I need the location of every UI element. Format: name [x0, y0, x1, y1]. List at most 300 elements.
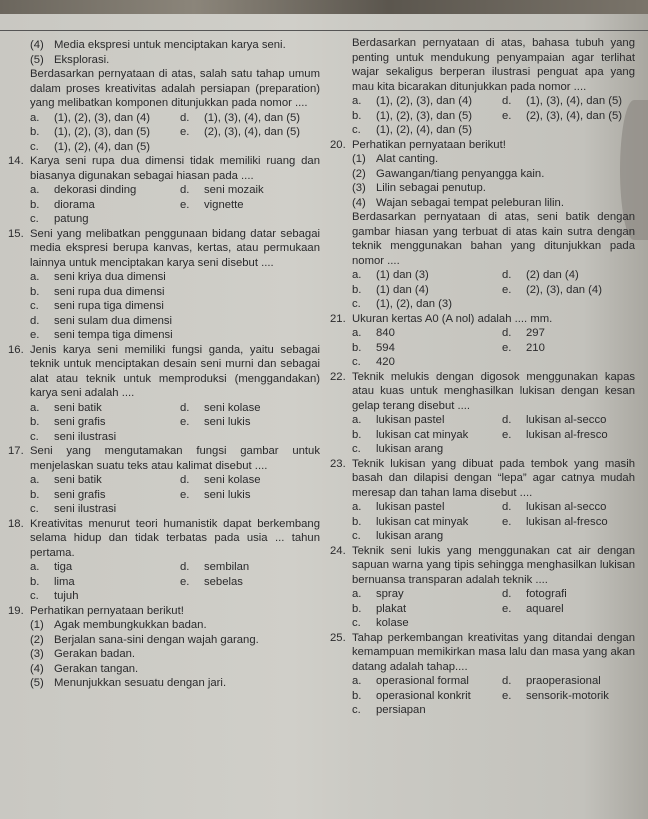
- answer-option[interactable]: [30, 502, 180, 517]
- option-text: persiapan: [376, 704, 426, 716]
- option-letter: e.: [502, 602, 512, 615]
- answer-option[interactable]: [502, 689, 635, 704]
- statement-text: Wajan sebagai tempat peleburan lilin.: [376, 196, 564, 209]
- option-text: lukisan al-secco: [526, 414, 607, 426]
- statement-text: Gawangan/tiang penyangga kain.: [376, 167, 545, 180]
- option-letter: a.: [30, 561, 40, 573]
- option-text: (2), (3), (4), dan (5): [526, 109, 623, 122]
- statement-text: Eksplorasi.: [54, 53, 110, 66]
- option-letter: e.: [180, 416, 190, 428]
- option-text: seni ilustrasi: [54, 430, 117, 443]
- option-text: 210: [526, 341, 545, 354]
- question-stem: [330, 457, 635, 501]
- option-text: lukisan arang: [376, 443, 444, 455]
- statement-item: [30, 53, 320, 68]
- question-number: 19.: [8, 604, 24, 617]
- question: [330, 138, 635, 312]
- option-text: (1), (2), (4), dan (5): [54, 140, 151, 153]
- option-letter: c.: [30, 213, 39, 225]
- option-text: lukisan pastel: [376, 414, 445, 426]
- option-text: seni batik: [54, 474, 102, 486]
- question-text: Teknik melukis dengan digosok menggunakan kapas atau kuas untuk menghasilkan lukisan dengan kesan gelap terang disebut ....: [352, 370, 635, 412]
- answer-options: [330, 500, 635, 544]
- answer-option[interactable]: [180, 560, 320, 575]
- statement-list: [8, 38, 320, 67]
- question: [330, 370, 635, 457]
- option-letter: e.: [30, 329, 40, 341]
- option-text: seni sulam dua dimensi: [54, 314, 173, 327]
- option-text: seni lukis: [204, 488, 251, 501]
- option-letter: e.: [502, 341, 512, 354]
- question: [8, 154, 320, 227]
- answer-options: [330, 326, 635, 370]
- answer-options: [8, 270, 320, 343]
- answer-option[interactable]: [352, 500, 502, 515]
- option-text: aquarel: [526, 602, 564, 615]
- question-number: 25.: [330, 631, 346, 644]
- statement-number: (5): [30, 677, 44, 689]
- answer-option[interactable]: [30, 270, 320, 285]
- option-text: (1), (3), (4), dan (5): [204, 111, 301, 124]
- answer-option[interactable]: [502, 413, 635, 428]
- answer-option[interactable]: [352, 587, 502, 602]
- answer-option[interactable]: [352, 341, 502, 356]
- option-letter: c.: [30, 503, 39, 515]
- option-letter: e.: [502, 515, 512, 528]
- answer-options: [8, 401, 320, 445]
- answer-option[interactable]: [180, 401, 320, 416]
- statement-number: (3): [30, 648, 44, 660]
- answer-options: [8, 473, 320, 517]
- question-text: Seni yang melibatkan penggunaan bidang datar sebagai media ekspresi berupa kanvas, kertas, atau permukaan lainnya untuk menciptakan karya seni disebut ....: [30, 227, 320, 269]
- option-letter: e.: [180, 575, 190, 588]
- option-text: 420: [376, 356, 395, 368]
- answer-option[interactable]: [502, 602, 635, 617]
- option-text: lukisan cat minyak: [376, 428, 469, 441]
- option-letter: e.: [180, 488, 190, 501]
- option-letter: d.: [180, 561, 190, 573]
- option-text: (1), (2), (3), dan (5): [376, 109, 473, 122]
- option-text: (1), (2), dan (3): [376, 298, 452, 310]
- option-letter: d.: [502, 675, 512, 687]
- option-text: 594: [376, 341, 395, 354]
- answer-option[interactable]: [352, 413, 502, 428]
- question-stem: [8, 604, 320, 619]
- answer-option[interactable]: [352, 674, 502, 689]
- option-text: (1), (2), (4), dan (5): [376, 124, 473, 136]
- question: [330, 36, 635, 138]
- statement-text: Media ekspresi untuk menciptakan karya seni.: [54, 39, 286, 51]
- option-text: vignette: [204, 198, 244, 211]
- question-text: Ukuran kertas A0 (A nol) adalah .... mm.: [352, 312, 553, 325]
- page-divider-line: [0, 30, 648, 31]
- answer-option[interactable]: [30, 473, 180, 488]
- option-text: dekorasi dinding: [54, 184, 137, 196]
- question-stem: [330, 36, 635, 94]
- answer-option[interactable]: [502, 341, 635, 356]
- question-number: 23.: [330, 457, 346, 470]
- question: [8, 343, 320, 445]
- option-letter: e.: [502, 109, 512, 122]
- option-letter: c.: [30, 300, 39, 312]
- question: [8, 604, 320, 691]
- statement-text: Alat canting.: [376, 153, 439, 165]
- option-text: 297: [526, 327, 545, 339]
- statement-text: Agak membungkukkan badan.: [54, 619, 207, 631]
- answer-options: [330, 674, 635, 718]
- option-letter: b.: [30, 416, 40, 428]
- question-number: 16.: [8, 343, 24, 356]
- option-letter: d.: [30, 314, 40, 327]
- answer-option[interactable]: [30, 560, 180, 575]
- answer-option[interactable]: [502, 109, 635, 124]
- answer-option[interactable]: [352, 326, 502, 341]
- statement-item: [352, 181, 635, 196]
- answer-option[interactable]: [352, 268, 502, 283]
- option-letter: c.: [352, 298, 361, 310]
- question-number: 15.: [8, 227, 24, 240]
- statement-item: [352, 167, 635, 182]
- question-stem: [330, 138, 635, 153]
- answer-option[interactable]: [502, 428, 635, 443]
- option-letter: a.: [352, 675, 362, 687]
- question: [8, 517, 320, 604]
- answer-option[interactable]: [352, 123, 502, 138]
- question-number: 18.: [8, 517, 24, 530]
- option-letter: b.: [30, 285, 40, 298]
- answer-option[interactable]: [352, 442, 502, 457]
- statement-number: (4): [352, 196, 366, 209]
- statement-number: (2): [30, 633, 44, 646]
- question-stem: [330, 544, 635, 588]
- option-text: seni grafis: [54, 416, 106, 428]
- option-letter: a.: [352, 327, 362, 339]
- statement-number: (4): [30, 662, 44, 675]
- answer-option[interactable]: [30, 488, 180, 503]
- option-text: spray: [376, 588, 404, 600]
- statement-number: (4): [30, 39, 44, 51]
- question: [330, 457, 635, 544]
- question-stem: [8, 517, 320, 561]
- answer-option[interactable]: [352, 109, 502, 124]
- question-text: Tahap perkembangan kreativitas yang ditandai dengan kemampuan memikirkan masa lalu dan masa yang akan datang adalah tahap....: [352, 631, 635, 673]
- right-column: [330, 36, 635, 718]
- answer-option[interactable]: [30, 299, 320, 314]
- answer-option[interactable]: [352, 515, 502, 530]
- option-text: plakat: [376, 602, 407, 615]
- option-text: tiga: [54, 561, 73, 573]
- option-letter: b.: [352, 602, 362, 615]
- statement-text: Gerakan tangan.: [54, 662, 139, 675]
- question-number: 21.: [330, 312, 346, 325]
- option-text: lukisan al-secco: [526, 501, 607, 513]
- question-stem: [8, 444, 320, 473]
- option-text: sembilan: [204, 561, 250, 573]
- question: [8, 227, 320, 343]
- option-letter: a.: [352, 95, 362, 107]
- question-number: [8, 67, 30, 111]
- answer-option[interactable]: [352, 529, 502, 544]
- question-stem: [330, 370, 635, 414]
- option-text: praoperasional: [526, 675, 601, 687]
- option-letter: a.: [352, 269, 362, 281]
- option-letter: d.: [502, 414, 512, 426]
- answer-option[interactable]: [30, 198, 180, 213]
- statement-text: Lilin sebagai penutup.: [376, 182, 486, 194]
- statement-number: (3): [352, 182, 366, 194]
- option-letter: b.: [30, 126, 40, 138]
- option-letter: c.: [352, 530, 361, 542]
- answer-options: [8, 183, 320, 227]
- answer-options: [330, 268, 635, 312]
- answer-option[interactable]: [502, 283, 635, 298]
- answer-option[interactable]: [502, 587, 635, 602]
- answer-option[interactable]: [180, 125, 320, 140]
- answer-option[interactable]: [352, 283, 502, 298]
- question-number: 14.: [8, 155, 24, 167]
- option-letter: b.: [352, 428, 362, 441]
- answer-option[interactable]: [30, 111, 180, 126]
- option-text: (1), (2), (3), dan (4): [376, 95, 473, 107]
- question-text: Teknik lukisan yang dibuat pada tembok yang masih basah dan dilapisi dengan “lepa” agar catnya mudah meresap dan tahan lama disebut ....: [352, 457, 635, 499]
- option-text: (1) dan (4): [376, 283, 429, 296]
- question-text: Karya seni rupa dua dimensi tidak memiliki ruang dan biasanya digunakan sebagai hiasan pada ....: [30, 155, 320, 182]
- option-text: (2) dan (4): [526, 269, 579, 281]
- answer-option[interactable]: [502, 94, 635, 109]
- option-letter: b.: [30, 488, 40, 501]
- statement-text: Berjalan sana-sini dengan wajah garang.: [54, 633, 259, 646]
- question-stem: [330, 631, 635, 675]
- option-text: kolase: [376, 617, 409, 629]
- option-letter: d.: [502, 588, 512, 600]
- option-text: (1) dan (3): [376, 269, 429, 281]
- option-letter: b.: [352, 283, 362, 296]
- option-text: seni kolase: [204, 474, 261, 486]
- option-text: tujuh: [54, 590, 79, 602]
- answer-options: [330, 587, 635, 631]
- answer-option[interactable]: [30, 589, 180, 604]
- answer-option[interactable]: [352, 689, 502, 704]
- answer-options: [8, 560, 320, 604]
- option-text: (1), (3), (4), dan (5): [526, 95, 623, 107]
- option-text: operasional formal: [376, 675, 469, 687]
- option-text: lukisan pastel: [376, 501, 445, 513]
- question-text: Perhatikan pernyataan berikut!: [352, 138, 506, 151]
- answer-option[interactable]: [180, 473, 320, 488]
- statement-text: Menunjukkan sesuatu dengan jari.: [54, 677, 227, 689]
- statement-item: [352, 152, 635, 167]
- option-text: diorama: [54, 198, 95, 211]
- option-letter: e.: [180, 198, 190, 211]
- answer-option[interactable]: [352, 297, 502, 312]
- answer-options: [8, 111, 320, 155]
- question-text: Teknik seni lukis yang menggunakan cat air dengan sapuan warna yang tipis sehingga menghasilkan lukisan bernuansa transparan adalah teknik ....: [352, 544, 635, 586]
- statement-number: (2): [352, 167, 366, 180]
- option-text: seni mozaik: [204, 184, 264, 196]
- question-number: 22.: [330, 370, 346, 383]
- answer-option[interactable]: [180, 111, 320, 126]
- option-text: (2), (3), dan (4): [526, 283, 602, 296]
- option-letter: a.: [352, 414, 362, 426]
- option-text: fotografi: [526, 588, 567, 600]
- statement-number: (1): [30, 619, 44, 631]
- option-letter: e.: [502, 283, 512, 296]
- answer-option[interactable]: [180, 198, 320, 213]
- option-letter: a.: [30, 401, 40, 414]
- option-letter: b.: [30, 198, 40, 211]
- answer-option[interactable]: [180, 488, 320, 503]
- question-number: 20.: [330, 138, 346, 151]
- option-letter: a.: [30, 474, 40, 486]
- option-text: lukisan al-fresco: [526, 428, 608, 441]
- option-letter: c.: [352, 617, 361, 629]
- option-text: seni lukis: [204, 416, 251, 428]
- option-text: seni grafis: [54, 488, 106, 501]
- option-letter: a.: [30, 111, 40, 124]
- answer-option[interactable]: [30, 285, 320, 300]
- question-text: Berdasarkan pernyataan di atas, seni batik dengan gambar hiasan yang terbuat di atas kain sutra dengan teknik menggunakan bahan yang ditunjukkan pada nomor ....: [352, 211, 635, 267]
- question-text: Berdasarkan pernyataan di atas, bahasa tubuh yang penting untuk mendukung penyampaian agar terlihat wajar sekaligus berperan ilustrasi penguat apa yang mau kita bicarakan ditunjukkan pada nomor ....: [352, 37, 635, 93]
- question-number: 17.: [8, 445, 24, 457]
- statement-item: [30, 662, 320, 677]
- answer-option[interactable]: [502, 500, 635, 515]
- question: [8, 444, 320, 517]
- answer-option[interactable]: [30, 212, 180, 227]
- question-text: Perhatikan pernyataan berikut!: [30, 604, 184, 617]
- option-letter: c.: [30, 140, 39, 153]
- question-text: Seni yang mengutamakan fungsi gambar untuk menjelaskan suatu teks atau kalimat disebut ....: [30, 445, 320, 472]
- option-letter: e.: [502, 689, 512, 702]
- question-stem: [8, 227, 320, 271]
- option-letter: c.: [352, 124, 361, 136]
- answer-option[interactable]: [352, 428, 502, 443]
- left-column: [8, 38, 320, 691]
- option-text: operasional konkrit: [376, 689, 471, 702]
- statement-item: [30, 676, 320, 691]
- question-number: 24.: [330, 544, 346, 557]
- statement-item: [30, 633, 320, 648]
- statement-list: [330, 152, 635, 210]
- answer-option[interactable]: [352, 355, 502, 370]
- option-letter: a.: [352, 501, 362, 513]
- answer-option[interactable]: [30, 401, 180, 416]
- question-stem: [8, 343, 320, 401]
- question-text: Jenis karya seni memiliki fungsi ganda, yaitu sebagai teknik untuk menciptakan desain seni murni dan sebagai alat atau teknik untuk memproduksi (menggandakan) karya seni adalah ....: [30, 343, 320, 399]
- question: [330, 544, 635, 631]
- statement-list: [8, 618, 320, 691]
- option-text: sebelas: [204, 575, 243, 588]
- question: [330, 631, 635, 718]
- option-letter: d.: [180, 111, 190, 124]
- answer-option[interactable]: [180, 575, 320, 590]
- option-letter: e.: [502, 428, 512, 441]
- option-letter: b.: [352, 515, 362, 528]
- answer-option[interactable]: [502, 674, 635, 689]
- answer-option[interactable]: [502, 515, 635, 530]
- option-letter: c.: [352, 356, 361, 368]
- answer-option[interactable]: [502, 268, 635, 283]
- answer-option[interactable]: [30, 415, 180, 430]
- answer-option[interactable]: [30, 140, 180, 155]
- statement-number: (1): [352, 153, 366, 165]
- option-letter: b.: [352, 341, 362, 354]
- answer-option[interactable]: [180, 415, 320, 430]
- option-text: 840: [376, 327, 395, 339]
- option-letter: c.: [30, 590, 39, 602]
- option-letter: d.: [180, 401, 190, 414]
- answer-option[interactable]: [30, 125, 180, 140]
- statement-number: (5): [30, 53, 44, 66]
- question-text: Berdasarkan pernyataan di atas, salah satu tahap umum dalam proses kreativitas adalah persiapan (preparation) yang melibatkan komponen ditunjukkan pada nomor ....: [30, 68, 320, 109]
- answer-option[interactable]: [352, 703, 502, 718]
- option-letter: c.: [30, 430, 39, 443]
- option-text: sensorik-motorik: [526, 689, 609, 702]
- option-letter: d.: [180, 184, 190, 196]
- answer-option[interactable]: [502, 326, 635, 341]
- option-letter: d.: [502, 269, 512, 281]
- statement-text: Gerakan badan.: [54, 648, 136, 660]
- option-text: seni tempa tiga dimensi: [54, 329, 173, 341]
- answer-option[interactable]: [180, 183, 320, 198]
- answer-option[interactable]: [352, 94, 502, 109]
- option-letter: d.: [502, 327, 512, 339]
- answer-option[interactable]: [30, 328, 320, 343]
- question: [8, 38, 320, 154]
- question-stem: [330, 312, 635, 327]
- question-number: [330, 36, 352, 94]
- option-text: seni kolase: [204, 401, 261, 414]
- option-text: seni ilustrasi: [54, 503, 117, 515]
- question-stem: [8, 67, 320, 111]
- option-letter: d.: [502, 501, 512, 513]
- option-text: seni batik: [54, 401, 102, 414]
- option-text: lukisan cat minyak: [376, 515, 469, 528]
- option-letter: c.: [352, 704, 361, 716]
- question-stem: [8, 154, 320, 183]
- statement-item: [30, 647, 320, 662]
- option-letter: a.: [352, 588, 362, 600]
- option-letter: a.: [30, 184, 40, 196]
- option-text: patung: [54, 213, 89, 225]
- option-letter: c.: [352, 443, 361, 455]
- answer-options: [330, 94, 635, 138]
- answer-options: [330, 413, 635, 457]
- statement-item: [352, 196, 635, 211]
- answer-option[interactable]: [30, 314, 320, 329]
- option-text: seni rupa dua dimensi: [54, 285, 165, 298]
- option-text: (2), (3), (4), dan (5): [204, 126, 301, 138]
- answer-option[interactable]: [30, 430, 180, 445]
- option-text: seni kriya dua dimensi: [54, 271, 166, 283]
- option-letter: a.: [30, 271, 40, 283]
- statement-item: [30, 618, 320, 633]
- answer-option[interactable]: [30, 183, 180, 198]
- answer-option[interactable]: [30, 575, 180, 590]
- option-text: lima: [54, 575, 75, 588]
- statement-item: [30, 38, 320, 53]
- question-text: Kreativitas menurut teori humanistik dapat berkembang selama hidup dan tidak terbatas pada usia ... tahun pertama.: [30, 517, 320, 559]
- option-letter: b.: [30, 575, 40, 588]
- option-letter: e.: [180, 126, 190, 138]
- option-text: (1), (2), (3), dan (4): [54, 111, 151, 124]
- option-letter: b.: [352, 689, 362, 702]
- option-letter: d.: [180, 474, 190, 486]
- option-text: seni rupa tiga dimensi: [54, 300, 164, 312]
- answer-option[interactable]: [352, 602, 502, 617]
- option-letter: b.: [352, 109, 362, 122]
- option-letter: d.: [502, 95, 512, 107]
- answer-option[interactable]: [352, 616, 502, 631]
